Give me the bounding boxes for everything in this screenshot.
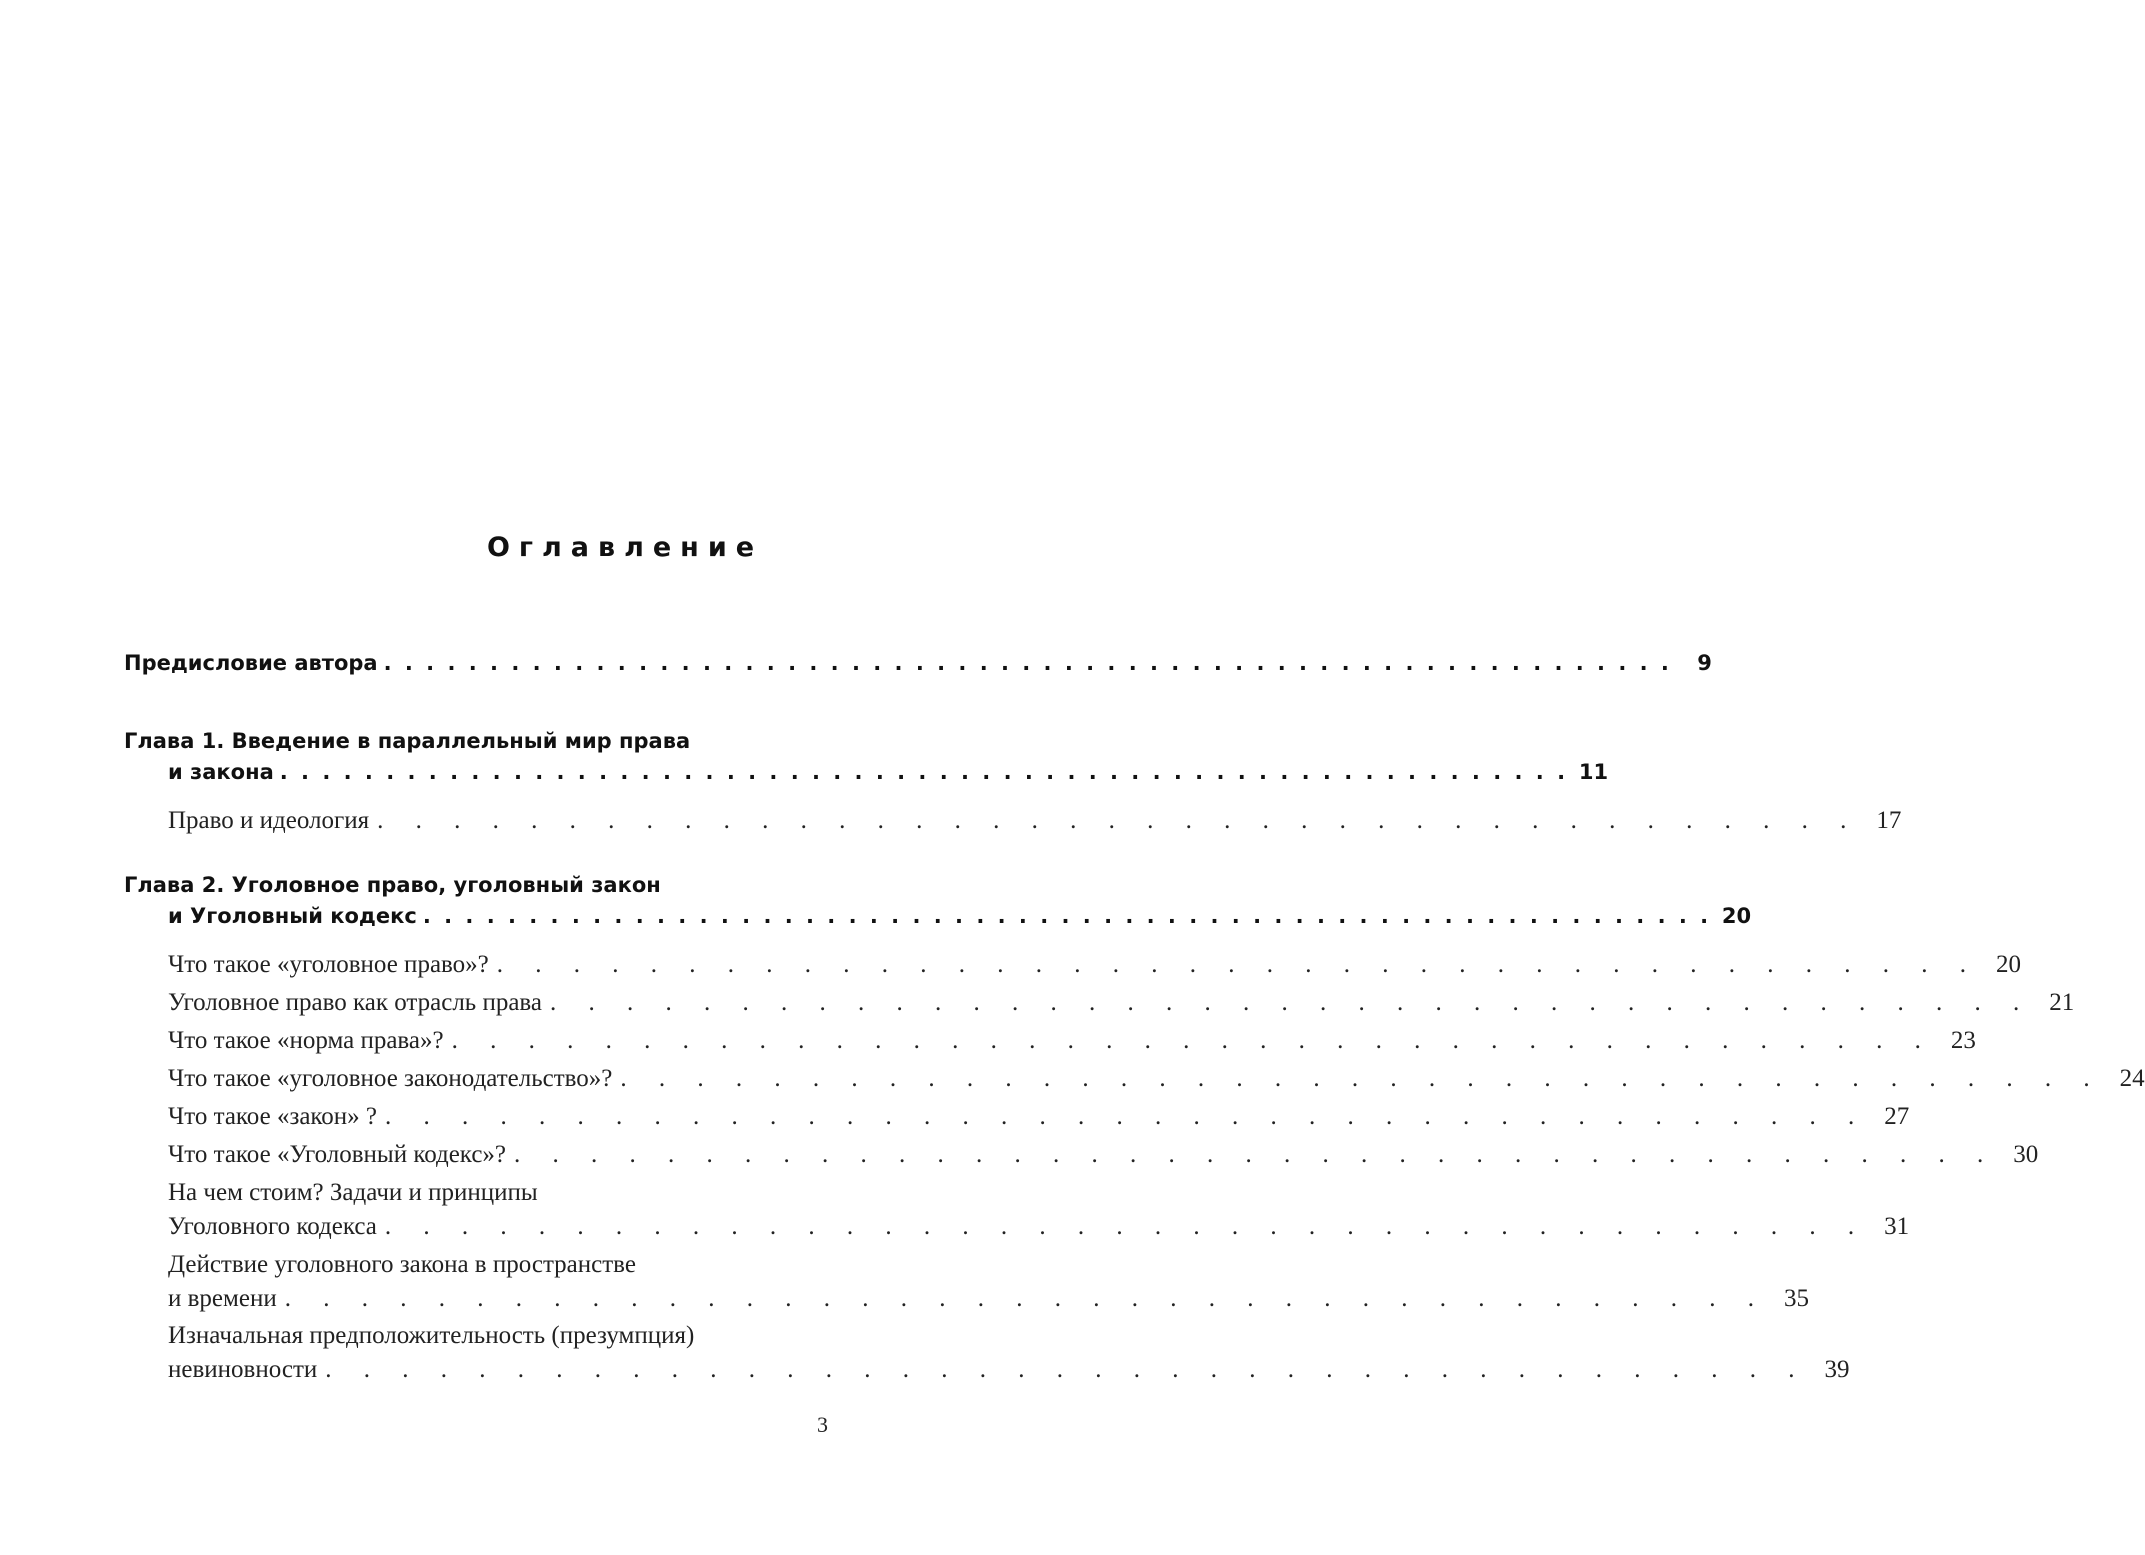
toc-section-title-line-2: и времени <box>168 1285 277 1312</box>
dot-leader: . . . . . . . . . . . . . . . . . . . . . . . . . . . . . . . . . . . . . . . <box>514 1141 1997 1168</box>
toc-section-title: Право и идеология <box>168 807 370 834</box>
dot-leader: . . . . . . . . . . . . . . . . . . . . . . . . . . . . . . . . . . . . . . . <box>377 807 1860 834</box>
toc-section-entry[interactable] <box>168 1137 2039 1173</box>
toc-section-page: 39 <box>1824 1356 1850 1383</box>
toc-section-page: 30 <box>2013 1141 2039 1168</box>
dot-leader: . . . . . . . . . . . . . . . . . . . . . . . . . . . . . . . . . . . . . . . <box>325 1356 1808 1383</box>
dot-leader: . . . . . . . . . . . . . . . . . . . . . . . . . . . . . . . . . . . . . . . <box>385 1103 1868 1130</box>
dot-leader: . . . . . . . . . . . . . . . . . . . . . . . . . . . . . . . . . . . . . . . <box>451 1027 1934 1054</box>
toc-section-entry[interactable] <box>168 1023 1976 1059</box>
toc-section-page: 17 <box>1876 807 1902 834</box>
toc-entry-chapter-2[interactable] <box>124 870 1752 934</box>
dot-leader: . . . . . . . . . . . . . . . . . . . . . . . . . . . . . . . . . . . . . . . <box>496 951 1980 978</box>
toc-section-entry[interactable] <box>168 1061 2145 1097</box>
toc-entry-chapter-1[interactable] <box>124 726 1609 790</box>
toc-section-entry[interactable] <box>168 985 2075 1021</box>
toc-section-page: 24 <box>2119 1065 2145 1092</box>
toc-entry-title: Предисловие автора <box>124 651 378 675</box>
toc-entry-preface[interactable] <box>124 648 1712 680</box>
toc-section-title: Что такое «Уголовный кодекс»? <box>168 1141 507 1168</box>
toc-entry-page: 20 <box>1721 904 1752 928</box>
toc-section-entry[interactable] <box>168 1099 1910 1135</box>
toc-entry-title-line-2: и закона <box>168 760 274 784</box>
toc-section-page: 35 <box>1783 1285 1809 1312</box>
toc-section-title-line-1: На чем стоим? Задачи и принципы <box>168 1179 538 1206</box>
toc-section-page: 20 <box>1996 951 2022 978</box>
toc-section-entry[interactable] <box>168 1318 1850 1390</box>
toc-section-title: Что такое «норма права»? <box>168 1027 444 1054</box>
toc-entry-page: 9 <box>1697 651 1712 675</box>
toc-entry-page: 11 <box>1578 760 1609 784</box>
toc-section-entry[interactable] <box>168 947 2022 983</box>
toc-section-title: Что такое «уголовное законодательство»? <box>168 1065 613 1092</box>
toc-heading: Оглавление <box>486 532 764 563</box>
dot-leader: . . . . . . . . . . . . . . . . . . . . . . . . . . . . . . . . . . . . . . . <box>284 1285 1767 1312</box>
dot-leader: . . . . . . . . . . . . . . . . . . . . . . . . . . . . . . . . . . . . . . . . . . . . . . . . . . . . . . . . . . . . . <box>279 760 1569 784</box>
toc-section-title-line-2: невиновности <box>168 1356 318 1383</box>
dot-leader: . . . . . . . . . . . . . . . . . . . . . . . . . . . . . . . . . . . . . . . <box>550 989 2033 1016</box>
toc-section-entry[interactable] <box>168 1247 1809 1319</box>
dot-leader: . . . . . . . . . . . . . . . . . . . . . . . . . . . . . . . . . . . . . . . <box>384 1213 1868 1240</box>
toc-section-entry[interactable] <box>168 803 1902 839</box>
dot-leader: . . . . . . . . . . . . . . . . . . . . . . . . . . . . . . . . . . . . . . . . . . . . . . . . . . . . . . . . . . . . . <box>383 651 1672 675</box>
toc-section-page: 21 <box>2049 989 2075 1016</box>
toc-entry-title-line-2: и Уголовный кодекс <box>168 904 417 928</box>
toc-section-title: Что такое «закон» ? <box>168 1103 378 1130</box>
toc-entry-title-line-1: Глава 1. Введение в параллельный мир права <box>124 729 691 753</box>
toc-section-title-line-1: Изначальная предположительность (презумпция) <box>168 1322 695 1349</box>
dot-leader: . . . . . . . . . . . . . . . . . . . . . . . . . . . . . . . . . . . . . . . <box>620 1065 2103 1092</box>
toc-section-entry[interactable] <box>168 1175 1910 1247</box>
dot-leader: . . . . . . . . . . . . . . . . . . . . . . . . . . . . . . . . . . . . . . . . . . . . . . . . . . . . . . . . . . . . . <box>422 904 1712 928</box>
toc-section-page: 27 <box>1884 1103 1910 1130</box>
toc-section-page: 31 <box>1884 1213 1910 1240</box>
toc-section-title: Уголовное право как отрасль права <box>168 989 542 1016</box>
toc-section-title-line-1: Действие уголовного закона в пространстве <box>168 1251 636 1278</box>
toc-section-title: Что такое «уголовное право»? <box>168 951 489 978</box>
toc-entry-title-line-1: Глава 2. Уголовное право, уголовный закон <box>124 873 661 897</box>
page-number: 3 <box>817 1412 828 1437</box>
toc-section-page: 23 <box>1950 1027 1976 1054</box>
toc-section-title-line-2: Уголовного кодекса <box>168 1213 377 1240</box>
